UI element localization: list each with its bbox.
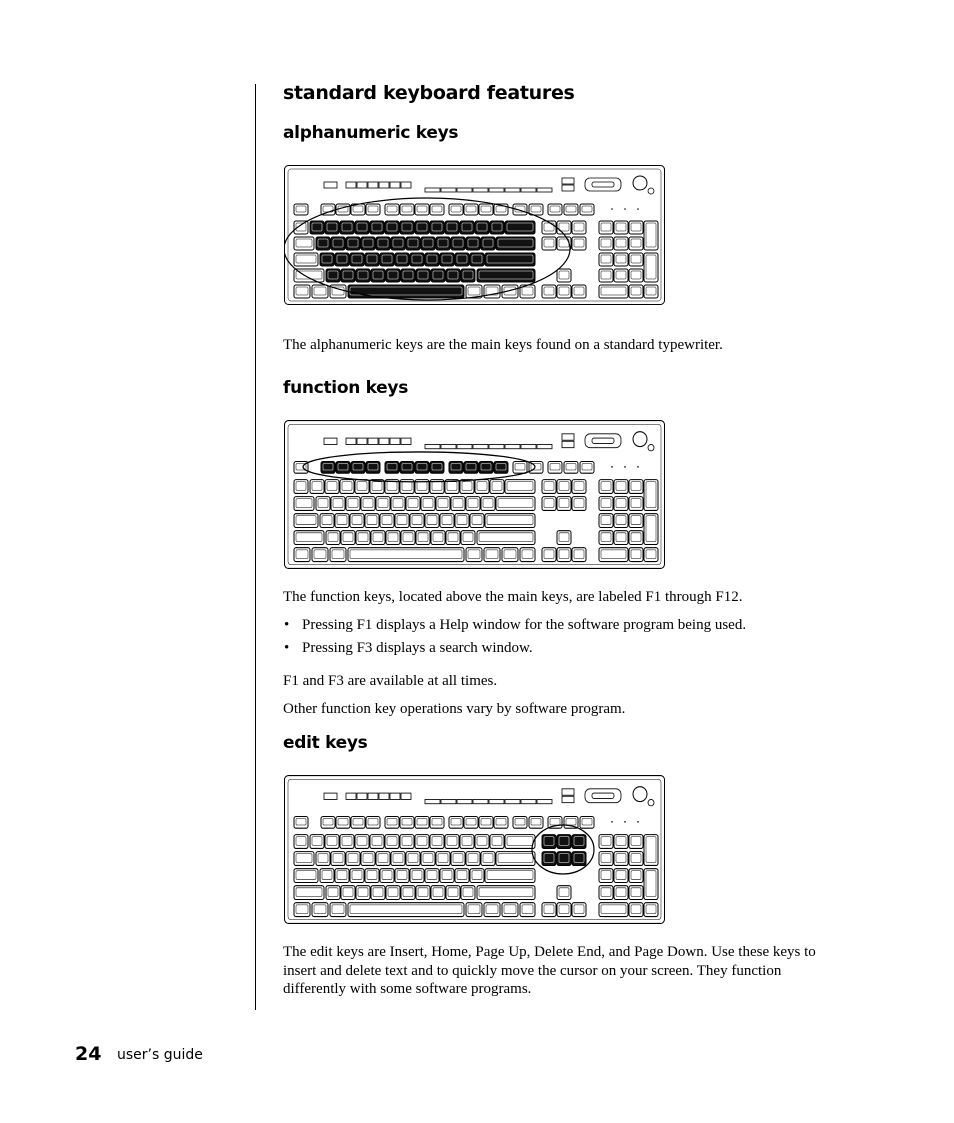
indicator-light — [624, 821, 626, 823]
media-button — [379, 438, 389, 444]
volume-knob — [633, 176, 647, 190]
function-note-availability: F1 and F3 are available at all times. — [283, 673, 498, 689]
quick-launch-button — [505, 444, 520, 448]
indicator-light — [624, 208, 626, 210]
keyboard-illustration-function — [284, 420, 665, 569]
alphanumeric-paragraph: The alphanumeric keys are the main keys found on a standard typewriter. — [283, 337, 723, 353]
media-button — [390, 182, 400, 188]
function-note-operations: Other function key operations vary by software program. — [283, 701, 626, 717]
power-indicator — [648, 799, 654, 805]
list-item: • Pressing F1 displays a Help window for the software program being used. — [283, 616, 746, 639]
media-button — [401, 793, 411, 799]
power-indicator — [648, 444, 654, 450]
media-control-inner — [592, 793, 614, 798]
quick-launch-button — [425, 188, 440, 192]
function-paragraph: The function keys, located above the main keys, are labeled F1 through F12. — [283, 589, 743, 605]
media-button — [390, 438, 400, 444]
section-title-alphanumeric: alphanumeric keys — [283, 123, 459, 143]
media-button — [379, 182, 389, 188]
quick-launch-button — [521, 444, 536, 448]
quick-launch-button — [489, 188, 504, 192]
quick-launch-button — [537, 799, 552, 803]
media-button — [368, 793, 378, 799]
edit-paragraph: The edit keys are Insert, Home, Page Up, Delete End, and Page Down. Use these keys to insert and delete text and to quickly move the cursor on your screen. They function differently with some software programs. — [283, 944, 816, 997]
quick-launch-button — [473, 799, 488, 803]
margin-rule — [255, 84, 256, 1010]
keyboard-illustration-edit — [284, 775, 665, 924]
quick-launch-button — [441, 444, 456, 448]
indicator-light — [624, 466, 626, 468]
scroll-button — [562, 796, 574, 802]
quick-launch-button — [457, 188, 472, 192]
page-heading: standard keyboard features — [283, 82, 575, 104]
indicator-light — [637, 208, 639, 210]
media-button — [357, 182, 367, 188]
indicator-light — [611, 208, 613, 210]
quick-launch-button — [457, 444, 472, 448]
volume-knob — [633, 432, 647, 447]
scroll-button — [562, 185, 574, 191]
media-button — [390, 793, 400, 799]
keyboard-body — [285, 421, 665, 569]
indicator-light — [611, 821, 613, 823]
media-button — [368, 438, 378, 444]
media-button — [324, 182, 337, 188]
section-title-edit: edit keys — [283, 733, 368, 753]
quick-launch-button — [537, 188, 552, 192]
media-control-inner — [592, 438, 614, 443]
media-button — [346, 793, 356, 799]
media-button — [401, 438, 411, 444]
media-button — [324, 793, 337, 799]
quick-launch-button — [521, 188, 536, 192]
media-button — [357, 793, 367, 799]
quick-launch-button — [473, 444, 488, 448]
media-button — [324, 438, 337, 444]
keyboard-body — [285, 776, 665, 924]
media-button — [368, 182, 378, 188]
keyboard-body — [284, 166, 665, 305]
quick-launch-button — [489, 444, 504, 448]
indicator-light — [637, 466, 639, 468]
media-button — [346, 438, 356, 444]
media-button — [379, 793, 389, 799]
quick-launch-button — [441, 799, 456, 803]
quick-launch-button — [441, 188, 456, 192]
quick-launch-button — [489, 799, 504, 803]
quick-launch-button — [505, 799, 520, 803]
media-control-inner — [592, 182, 614, 187]
indicator-light — [637, 821, 639, 823]
quick-launch-button — [521, 799, 536, 803]
quick-launch-button — [457, 799, 472, 803]
scroll-button — [562, 178, 574, 184]
quick-launch-button — [505, 188, 520, 192]
scroll-button — [562, 789, 574, 795]
media-button — [346, 182, 356, 188]
power-indicator — [648, 188, 654, 194]
volume-knob — [633, 787, 647, 802]
scroll-button — [562, 434, 574, 440]
function-bullet-list — [283, 616, 746, 662]
keyboard-illustration-alphanumeric — [284, 165, 665, 305]
quick-launch-button — [425, 444, 440, 448]
indicator-light — [611, 466, 613, 468]
quick-launch-button — [425, 799, 440, 803]
running-footer: user’s guide — [117, 1047, 203, 1063]
quick-launch-button — [473, 188, 488, 192]
list-item: • Pressing F3 displays a search window. — [283, 639, 746, 662]
page-number: 24 — [75, 1043, 102, 1065]
quick-launch-button — [537, 444, 552, 448]
section-title-function: function keys — [283, 378, 409, 398]
scroll-button — [562, 441, 574, 447]
media-button — [401, 182, 411, 188]
media-button — [357, 438, 367, 444]
